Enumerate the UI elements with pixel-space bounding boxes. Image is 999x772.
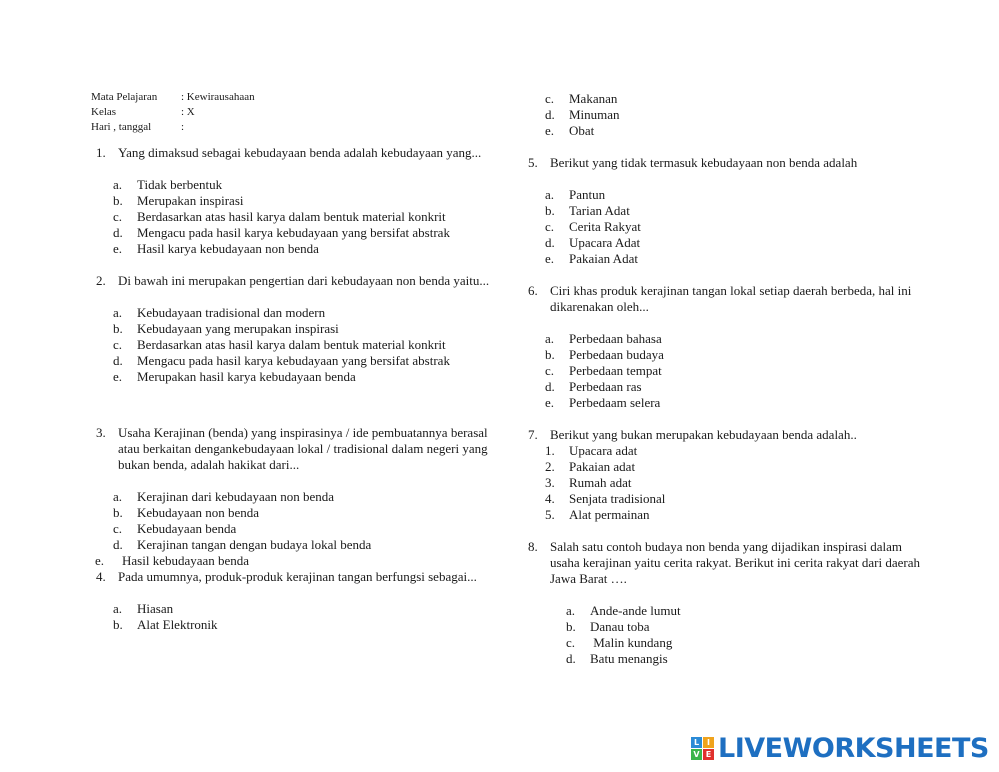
option-e[interactable]: e. Obat bbox=[545, 123, 595, 138]
option-b[interactable]: b. Danau toba bbox=[566, 619, 650, 634]
question-text: Ciri khas produk kerajinan tangan lokal setiap daerah berbeda, hal ini dikarenakan oleh... bbox=[550, 283, 912, 314]
question-number: 3. bbox=[96, 425, 106, 440]
question-number: 7. bbox=[528, 427, 538, 442]
header-label: Mata Pelajaran bbox=[91, 91, 158, 103]
option-4[interactable]: 4. Senjata tradisional bbox=[545, 491, 666, 506]
option-b[interactable]: b. Tarian Adat bbox=[545, 203, 630, 218]
header-value: : X bbox=[181, 106, 195, 118]
question-text: Usaha Kerajinan (benda) yang inspirasinya / ide pembuatannya berasal atau berkaitan dengankebudayaan lokal / tradisional dalam negeri yang bukan benda, adalah hakikat dari... bbox=[118, 425, 488, 472]
question-number: 8. bbox=[528, 539, 538, 554]
option-b[interactable]: b. Merupakan inspirasi bbox=[113, 193, 244, 208]
option-a[interactable]: a. Pantun bbox=[545, 187, 606, 202]
question-text: Berikut yang bukan merupakan kebudayaan benda adalah.. bbox=[550, 427, 857, 442]
option-c[interactable]: c. Berdasarkan atas hasil karya dalam bentuk material konkrit bbox=[113, 209, 446, 224]
question-text: Salah satu contoh budaya non benda yang dijadikan inspirasi dalam usaha kerajinan yaitu cerita rakyat. Berikut ini cerita rakyat dari daerah Jawa Barat …. bbox=[550, 539, 920, 586]
question-3-options bbox=[91, 489, 491, 553]
question-2-options bbox=[91, 305, 491, 385]
option-c[interactable]: c. Malin kundang bbox=[566, 635, 673, 650]
option-e[interactable]: e. Perbedaam selera bbox=[545, 395, 661, 410]
option-e[interactable]: e. Pakaian Adat bbox=[545, 251, 638, 266]
option-a[interactable]: a. Tidak berbentuk bbox=[113, 177, 223, 192]
question-text: Yang dimaksud sebagai kebudayaan benda adalah kebudayaan yang... bbox=[118, 145, 482, 160]
question-7 bbox=[523, 427, 923, 443]
question-text: Di bawah ini merupakan pengertian dari kebudayaan non benda yaitu... bbox=[118, 273, 490, 288]
option-a[interactable]: a. Perbedaan bahasa bbox=[545, 331, 662, 346]
question-2 bbox=[91, 273, 491, 289]
option-3[interactable]: 3. Rumah adat bbox=[545, 475, 632, 490]
header-label: Kelas bbox=[91, 106, 117, 118]
header-value: : bbox=[181, 121, 185, 133]
header-row-subject bbox=[91, 90, 491, 105]
option-c[interactable]: c. Kebudayaan benda bbox=[113, 521, 237, 536]
option-d[interactable]: d. Minuman bbox=[545, 107, 620, 122]
question-8-options bbox=[523, 603, 923, 667]
option-e[interactable]: e. Hasil karya kebudayaan non benda bbox=[113, 241, 319, 256]
question-5-options bbox=[523, 187, 923, 267]
question-text: Pada umumnya, produk-produk kerajinan tangan berfungsi sebagai... bbox=[118, 569, 477, 584]
question-4-options-continued bbox=[523, 91, 923, 139]
question-number: 1. bbox=[96, 145, 106, 160]
option-e[interactable]: e. Hasil kebudayaan benda bbox=[95, 553, 250, 568]
option-d[interactable]: d. Perbedaan ras bbox=[545, 379, 642, 394]
question-number: 6. bbox=[528, 283, 538, 298]
option-a[interactable]: a. Kerajinan dari kebudayaan non benda bbox=[113, 489, 335, 504]
header-label: Hari , tanggal bbox=[91, 121, 152, 133]
option-b[interactable]: b. Kebudayaan yang merupakan inspirasi bbox=[113, 321, 339, 336]
option-2[interactable]: 2. Pakaian adat bbox=[545, 459, 636, 474]
question-5 bbox=[523, 155, 923, 171]
option-1[interactable]: 1. Upacara adat bbox=[545, 443, 638, 458]
option-d[interactable]: d. Upacara Adat bbox=[545, 235, 641, 250]
option-c[interactable]: c. Berdasarkan atas hasil karya dalam bentuk material konkrit bbox=[113, 337, 446, 352]
question-4 bbox=[91, 569, 491, 585]
liveworksheets-brand[interactable] bbox=[691, 731, 991, 765]
option-b[interactable]: b. Alat Elektronik bbox=[113, 617, 218, 632]
option-5[interactable]: 5. Alat permainan bbox=[545, 507, 650, 522]
option-c[interactable]: c. Cerita Rakyat bbox=[545, 219, 641, 234]
question-3-options-outdented bbox=[91, 553, 491, 569]
right-column bbox=[523, 91, 923, 667]
option-a[interactable]: a. Kebudayaan tradisional dan modern bbox=[113, 305, 326, 320]
option-b[interactable]: b. Perbedaan budaya bbox=[545, 347, 664, 362]
left-column bbox=[91, 90, 491, 633]
header-value: : Kewirausahaan bbox=[181, 91, 255, 103]
liveworksheets-logo-icon: L I V E bbox=[691, 737, 714, 760]
question-4-options bbox=[91, 601, 491, 633]
question-number: 2. bbox=[96, 273, 106, 288]
question-6 bbox=[523, 283, 923, 315]
header-row-date bbox=[91, 120, 491, 135]
question-7-options bbox=[523, 443, 923, 523]
option-a[interactable]: a. Hiasan bbox=[113, 601, 174, 616]
option-b[interactable]: b. Kebudayaan non benda bbox=[113, 505, 260, 520]
question-1 bbox=[91, 145, 491, 161]
header-row-class bbox=[91, 105, 491, 120]
question-text: Berikut yang tidak termasuk kebudayaan non benda adalah bbox=[550, 155, 858, 170]
option-d[interactable]: d. Kerajinan tangan dengan budaya lokal benda bbox=[113, 537, 372, 552]
brand-text: LIVEWORKSHEETS bbox=[718, 732, 989, 764]
question-1-options bbox=[91, 177, 491, 257]
question-number: 4. bbox=[96, 569, 106, 584]
question-6-options bbox=[523, 331, 923, 411]
option-d[interactable]: d. Mengacu pada hasil karya kebudayaan yang bersifat abstrak bbox=[113, 353, 450, 368]
option-d[interactable]: d. Mengacu pada hasil karya kebudayaan yang bersifat abstrak bbox=[113, 225, 450, 240]
question-number: 5. bbox=[528, 155, 538, 170]
option-a[interactable]: a. Ande-ande lumut bbox=[566, 603, 681, 618]
option-c[interactable]: c. Makanan bbox=[545, 91, 618, 106]
option-c[interactable]: c. Perbedaan tempat bbox=[545, 363, 662, 378]
worksheet-header bbox=[91, 90, 491, 135]
question-8 bbox=[523, 539, 923, 587]
question-3 bbox=[91, 425, 491, 473]
option-d[interactable]: d. Batu menangis bbox=[566, 651, 668, 666]
option-e[interactable]: e. Merupakan hasil karya kebudayaan benda bbox=[113, 369, 356, 384]
